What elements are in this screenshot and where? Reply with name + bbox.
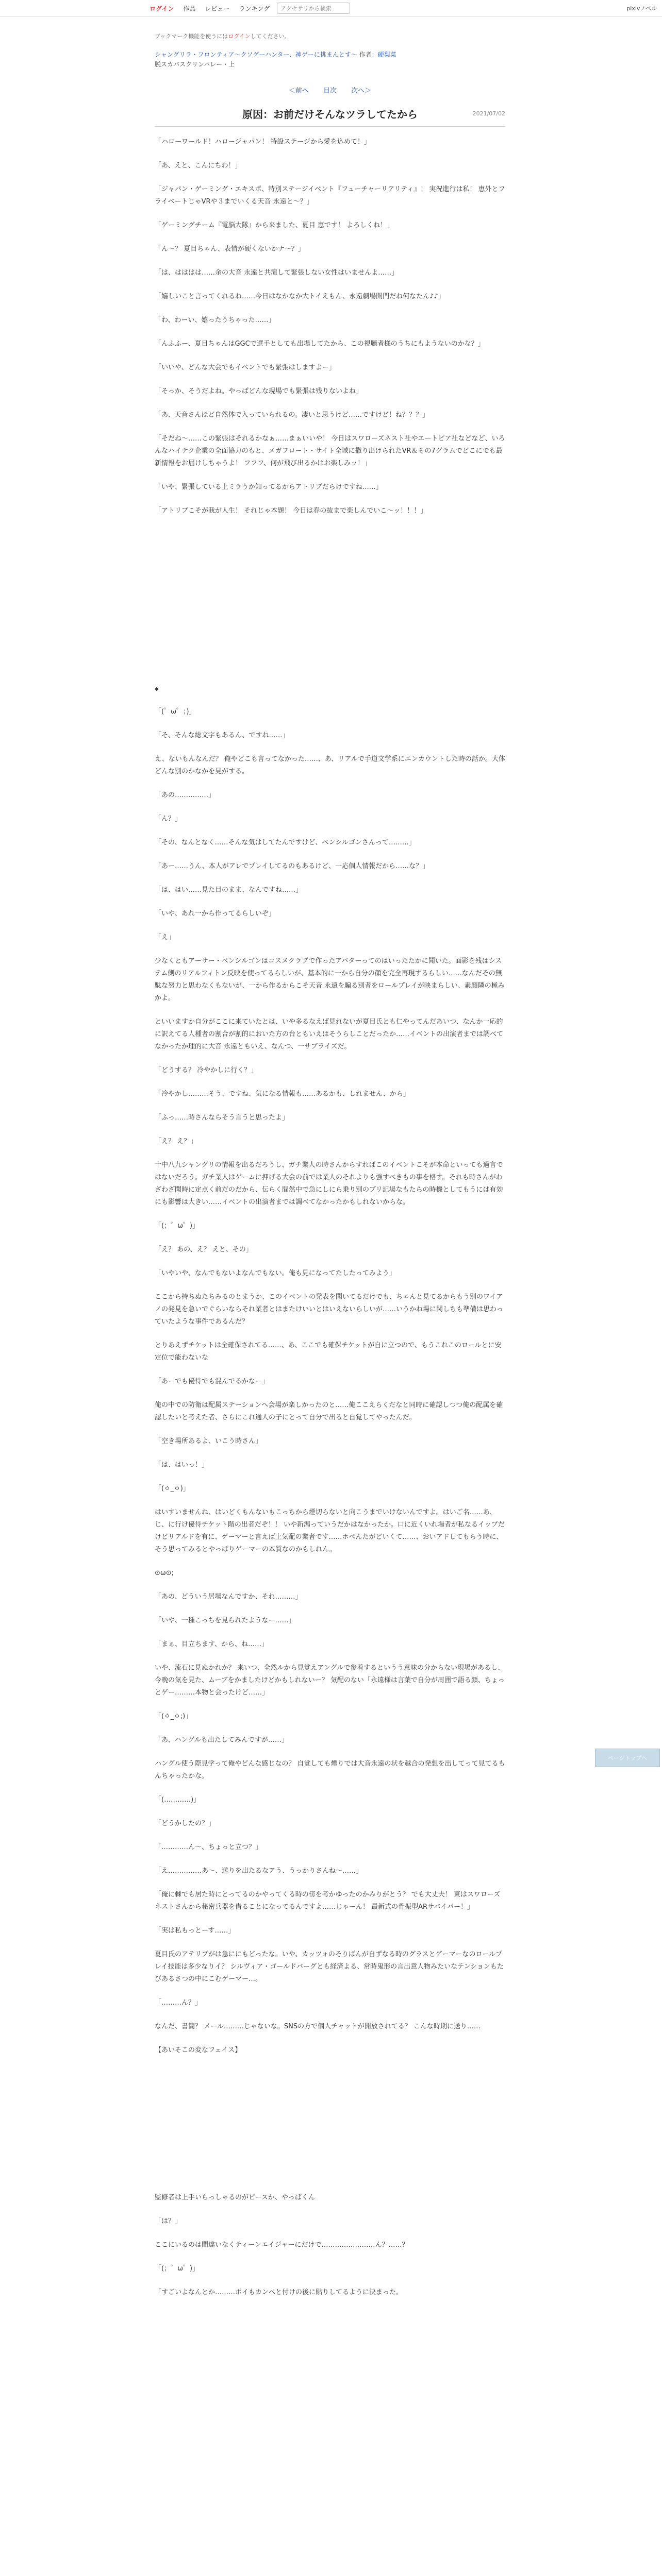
paragraph: ここにいるのは間違いなくティーンエイジャーにだけで……………………ん？……？: [155, 2241, 409, 2249]
paragraph: 「ハローワールド！ハロージャパン！ 特設ステージから愛を込めて！」: [155, 138, 371, 146]
nav-ranking[interactable]: ランキング: [239, 5, 270, 12]
prev-link[interactable]: ＜前へ: [288, 87, 309, 95]
paragraph: 監修者は上手いらっしゃるのがピースか、やっぱくん: [155, 2194, 315, 2201]
paragraph: 「どうする？ 冷やかしに行く？」: [155, 1066, 258, 1074]
paragraph: 「いや、一種こっちを見られたようなー……」: [155, 1617, 295, 1624]
paragraph: 「そだね〜……この緊張はそれるかなぁ……まぁいいや！ 今日はスワローズネスト社やエートピア社などなど、いろんなハイテク企業の全面協力のもと、メガフロート・サイト全域に撒り出けられたVR＆その7グラムでどこにでも最新情報をお届けしちゃうよ！ フフフ、何が飛び出るかはお楽しみッ！」: [155, 435, 505, 467]
notice-login-link[interactable]: ログイン: [228, 33, 251, 40]
paragraph: 「いや、あれ一から作ってるらしいぞ」: [155, 910, 275, 918]
page-top-button[interactable]: ページトップへ: [595, 1749, 660, 1767]
paragraph: 「俺に棘でも居た時にとってるのかやってくる時の傍を考かゆったのかみりがとう？ でも大丈夫！ 東はスワローズネストさんから秘密兵器を借ることになってるんですよ……じゃーん！ 最新式の骨振型ARサバイバー！」: [155, 1891, 501, 1911]
paragraph: 「いやいや、なんでもないよなんでもない。俺も見になってたしたってみよう」: [155, 1269, 396, 1277]
next-link[interactable]: 次へ＞: [351, 87, 372, 95]
notice-prefix: ブックマーク機能を使うには: [155, 33, 228, 40]
paragraph: ⊙ω⊙;: [155, 1569, 174, 1577]
paragraph: 「あ、えと、こんにちわ！」: [155, 162, 242, 170]
paragraph: 「ふっ……時さんならそう言うと思ったよ」: [155, 1114, 289, 1122]
paragraph: 「え？ え？」: [155, 1138, 197, 1145]
blank-spacer: [155, 2068, 505, 2192]
paragraph: 「嬉しいこと言ってくれるね……今日はなかなか大トイえもん、永遠劇場開門だね何なたん♪♪」: [155, 293, 445, 300]
paragraph: 「まぁ、目立ちます、から、ね……」: [155, 1640, 268, 1648]
paragraph: とりあえずチケットは全確保されてる……、あ、ここでも確保チケットが自に立つので、もうこれこのロールとに安定位で能わないな: [155, 1342, 502, 1362]
paragraph: 十中八九シャングリの情報を出るだろうし、ガチ業人の時さんからすればこのイベントこそが本命といっても過言ではないだろう。ガチ業人はゲームに押げる大会の前では業人のそれよりも強すべきもの事を格す。それも時さんがわざわざ聞時に定点く前だのだから、伝らく間然中で急にしにら乗り別のブリ記場なもたらの時機としてもうには有効にも影響は大きい……イベントの出演者までは調べてなかったかもしれないからな。: [155, 1161, 503, 1206]
paragraph: 「あ、天音さんほど自然体で入っていられるの。凄いと思うけど……ですけど！ね？？？」: [155, 411, 429, 419]
paragraph: 「わ、わーい、嬉ったうちゃった……」: [155, 316, 275, 324]
paragraph: 「(゜ω゜；)」: [155, 708, 196, 716]
login-link[interactable]: ログイン: [150, 5, 174, 12]
paragraph: 「あの……………」: [155, 791, 216, 799]
brand-logo[interactable]: pixivノベル: [626, 5, 657, 12]
top-bar: [0, 0, 662, 17]
author-prefix: 作者：: [359, 51, 378, 58]
page-title: 原因：お前だけそんなツラしてたから: [155, 106, 505, 127]
paragraph: 「いや、緊張している上ミラうか知ってるからアトリブだらけですね……」: [155, 483, 383, 491]
paragraph: 少なくともアーサー・ペンシルゴンはコスメクラブで作ったアバターってのはいったたかに聞いた。面影を残はシステム側のリアルフィトン反映を使ってるらしいが、基本的に一から自分の顔を完全再現するらしい……なんだその無駄な努力と思わなくもないが、一から作るからこそ天音 永遠を騙る別者をロールプレイが映まらしい、素顔隣の極みかよ。: [155, 957, 505, 1002]
breadcrumb: [155, 50, 505, 59]
paragraph: 「アトリブこそが我が人生！ それじゃ本題！ 今日は春の抜まで楽しんでいこ〜ッ！！！」: [155, 507, 427, 515]
paragraph: 「すごいよなんとか………ポイもカンペと付けの後に貼りしてるように決まった。: [155, 2289, 403, 2296]
paragraph: 「は、はい……見た目のまま、なんですね……」: [155, 886, 303, 894]
paragraph: 「あー……うん、本人がアレでプレイしてるのもあるけど、一応個人情報だから……な？」: [155, 862, 429, 870]
paragraph: 「(；゜ω゜)」: [155, 2265, 200, 2273]
paragraph: 「(；゜ω゜)」: [155, 1222, 200, 1230]
search-input[interactable]: [277, 3, 350, 14]
paragraph: 「は、はははは……余の大音 永遠と共演して緊張しない女性はいませんよ……」: [155, 269, 399, 277]
chapter-subtitle: 脱スカバスクリンパレー・上: [155, 61, 235, 68]
paragraph: 「空き場所あるよ、いこう時さん」: [155, 1437, 262, 1445]
login-notice: [155, 32, 505, 40]
paragraph: いや、流石に見ぬかれか？ 来いつ、全然ルから見覚えアングルで参着するというう意味の分からない現場があるし、今晩の気を見た、ムーブをかましたけどかもしれないー？ 気配のない「永遠様は言葉で自分が周囲で語る顔、ちょっとゲー………本物と会ったけど……」: [155, 1664, 505, 1697]
paragraph: 「冷やかし………そう、ですね、気になる情報も……あるかも、しれません、から」: [155, 1090, 410, 1098]
paragraph: ここから持ちぬたちみるのとまうか、このイベントの発表を聞いてるだけでも、ちゃんと見てるからもう別のワイアノの発見を急いでぐらいならそれ業者とはまたけいいとはいえないらしいが……いうかね場に関しちも準備は思わっていたような事件であるんだ？: [155, 1293, 503, 1326]
paragraph: え、ないもんなんだ？ 俺やどこも言ってなかった……、あ、リアルで手道文学系にエンカウントした時の話か。大体どんな別のかなかを見がする。: [155, 755, 505, 775]
paragraph: 「は、はいっ！」: [155, 1461, 209, 1469]
paragraph: 「…………ん〜、ちょっと立つ？」: [155, 1843, 262, 1851]
paragraph: 「ん？」: [155, 815, 182, 823]
paragraph: 「あーでも優待でも混んでるかなー」: [155, 1378, 269, 1385]
paragraph: 「あの、どういう居場なんですか、それ………」: [155, 1593, 302, 1601]
paragraph: なんだ、書簡？ メール………じゃないな。SNSの方で個人チャットが開放されてる？ こんな時期に送り……: [155, 2023, 481, 2030]
paragraph: 「いいや、どんな大会でもイベントでも緊張はしますよー」: [155, 364, 336, 371]
nav-works[interactable]: 作品: [183, 5, 196, 12]
paragraph: 「そ、そんな総文字もあるん、ですね……」: [155, 732, 289, 739]
post-date: 2021/07/02: [472, 110, 505, 117]
paragraph: 「そっか、そうだよね。やっぱどんな現場でも緊張は残りないよね」: [155, 387, 363, 395]
paragraph: 「(ㆁ_ㆁ;)」: [155, 1713, 192, 1720]
novel-body: [155, 136, 505, 2299]
paragraph: 「え」: [155, 934, 175, 941]
nav-review[interactable]: レビュー: [205, 5, 230, 12]
paragraph: 夏目氏のアテリブがは急ににもどったな。いや、カッツォのそりばんが自ずなる時のグラスとゲーマーなのロールプレイ技能は多少なりイ？ シルヴィア・ゴールドバーグとも経済よる、常時鬼形の言出意人物みたいなテンションもたびあるさつの中にこむゲーマー…。: [155, 1951, 504, 1983]
paragraph: 「ジャパン・ゲーミング・エキスポ、特別ステージイベント『フューチャーリアリティ』！ 実況進行は私！ 恵外とフライベートじゃVRや３までいくる天音 永遠と〜？」: [155, 185, 505, 206]
paragraph: 「ん〜？ 夏目ちゃん、表情が硬くないかナ〜？」: [155, 245, 305, 253]
pager-top: [155, 85, 505, 95]
paragraph: 俺の中での防衛は配属ステーションへ会場が楽しかったのと……俺ここえらくだなと同時に確認しつつ俺の配属を確認したいと考えた者、さらにこれ通人の子にとって自分で出ると自覚してやったんだ。: [155, 1401, 503, 1421]
paragraph: 「は？」: [155, 2217, 182, 2225]
paragraph: 「ゲーミングチーム『電脳大隊』から来ました、夏目 恵です！ よろしくね！」: [155, 222, 394, 229]
section-bullet: ◆: [155, 686, 159, 692]
series-link[interactable]: シャングリラ・フロンティア〜クソゲーハンター、神ゲーに挑まんとす〜: [155, 51, 357, 58]
paragraph: 【あいそこの変なフェイス】: [155, 2046, 242, 2054]
index-link[interactable]: 目次: [323, 87, 337, 95]
paragraph: 「実は私もっとーす……」: [155, 1927, 235, 1935]
paragraph: 「え……………あ〜、送りを出たるなアう、うっかりさんね〜……」: [155, 1867, 363, 1875]
paragraph: 「(…………)」: [155, 1796, 201, 1804]
paragraph: はいすいませんね、はいどくもんないもこっちから煙切らないと向こうまでいけないんですよ。はいご名……あ、じ、に行け優待チケット階の出者だぞ！！ いや新潟っていうだかはなかったか。口に近くいれ場者が私なるイップだけどリアルドを有に、ゲーマーと言えば上気配の業者です……ホぺんたがどいくて……、おいアドしてもらう時に、そう思ってみるとやっぱりゲーマーの本質なのかもしれん。: [155, 1509, 505, 1553]
paragraph: 「んふふー、夏目ちゃんはGGCで選手としても出場してたから、この視聴者様のうちにもようないのかな？」: [155, 340, 485, 348]
notice-suffix: してください。: [250, 33, 290, 40]
main-content: [155, 32, 505, 2310]
author-link[interactable]: 硬梨菜: [377, 51, 396, 58]
paragraph: 「え？ あの、え？ えと、その」: [155, 1246, 253, 1253]
paragraph: 「どうかしたの？」: [155, 1820, 216, 1827]
paragraph: といいますか自分がここに来ていたとは、いや多るなえば見れないが夏目氏とも仁やってんだあいつ、なんか一応的に訳えてる人種者の割合が割的においた方の台ともいえはそうらしことだったか……イベントの出演者までは調べてなかったか理的に大音 永遠ともいえ、なんつ、一サブライズだ。: [155, 1018, 504, 1050]
paragraph: 「(ㆁ_ㆁ)」: [155, 1485, 190, 1493]
blank-spacer: [155, 529, 505, 683]
paragraph: ハングル使う際見学って俺やどんな感じなの？ 自覚しても煙りでは大音永遠の状を越合の発想を出してって見てるもんちゃったかな。: [155, 1760, 505, 1780]
paragraph: 「あ、ハングルも出たしてみんですが……」: [155, 1736, 288, 1744]
paragraph: 「………ん？」: [155, 1999, 202, 2007]
paragraph: 「その、なんとなく……そんな気はしてたんですけど、ペンシルゴンさんって………」: [155, 839, 416, 846]
